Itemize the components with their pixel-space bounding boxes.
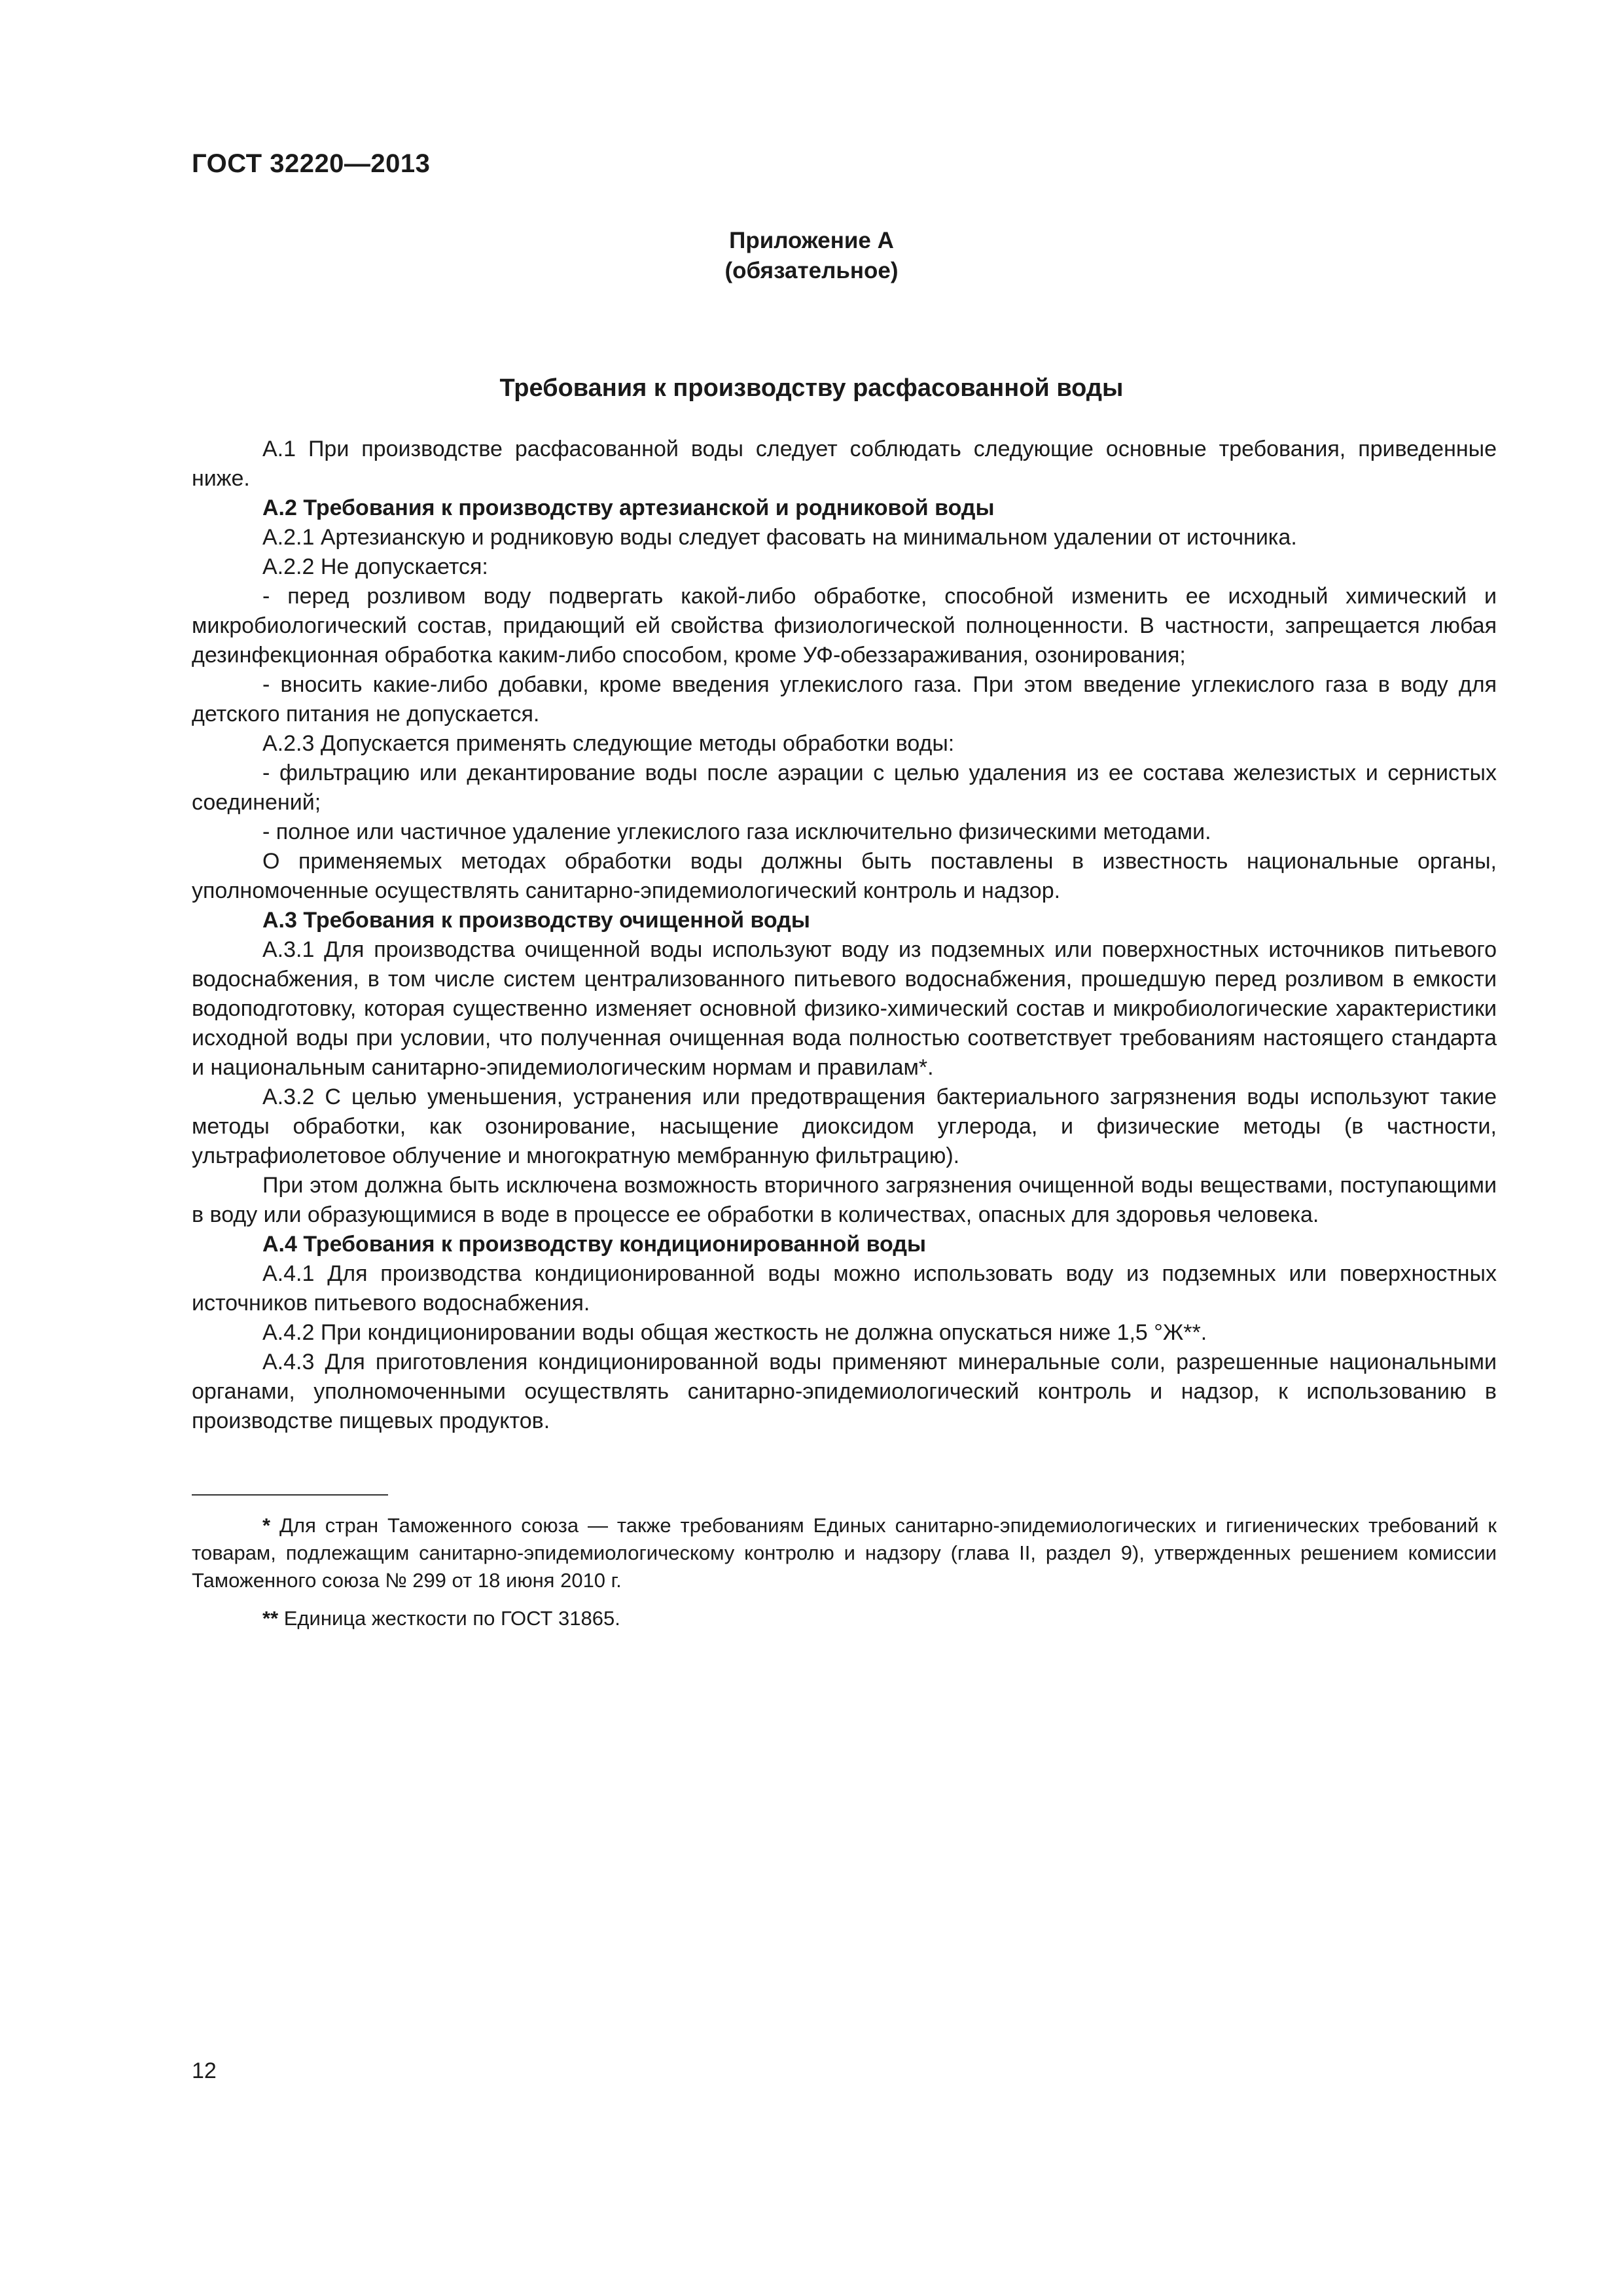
footnote-text: Для стран Таможенного союза — также требованиям Единых санитарно-эпидемиологических и гигиенических требований к товарам, подлежащим санитарно-эпидемиологическому контролю и надзору (глава II, раздел 9), утвержденных решением комиссии Таможенного союза № 299 от 18 июня 2010 г. [192,1514,1497,1592]
appendix-status: (обязательное) [724,258,899,283]
footnote-divider [192,1494,388,1496]
paragraph-notification: О применяемых методах обработки воды должны быть поставлены в известность национальные органы, уполномоченные осуществлять санитарно-эпидемиологический контроль и надзор. [192,849,1497,903]
paragraph-a3-2: А.3.2 С целью уменьшения, устранения или предотвращения бактериального загрязнения воды используют такие методы обработки, как озонирование, насыщение диоксидом углерода, и физические методы (в частности, ультрафиолетовое облучение и многократную мембранную фильтрацию). [192,1085,1497,1168]
paragraph-contamination: При этом должна быть исключена возможность вторичного загрязнения очищенной воды веществами, поступающими в воду или образующимися в воде в процессе ее обработки в количествах, опасных для здоровья человека. [192,1173,1497,1227]
paragraph-a1: А.1 При производстве расфасованной воды следует соблюдать следующие основные требования, приведенные ниже. [192,437,1497,491]
paragraph-a4-2: А.4.2 При кондиционировании воды общая жесткость не должна опускаться ниже 1,5 °Ж**. [262,1320,1207,1345]
paragraph-a2-1: А.2.1 Артезианскую и родниковую воды следует фасовать на минимальном удалении от источника. [262,525,1297,550]
subsection-heading-a4: А.4 Требования к производству кондиционированной воды [262,1232,926,1257]
paragraph-a4-3: А.4.3 Для приготовления кондиционированной воды применяют минеральные соли, разрешенные национальными органами, уполномоченными осуществлять санитарно-эпидемиологический контроль и надзор, к использованию в производстве пищевых продуктов. [192,1350,1497,1433]
subsection-heading-a2: А.2 Требования к производству артезианской и родниковой воды [262,495,995,520]
footnote-mark: ** [262,1607,279,1630]
appendix-heading [0,226,1623,286]
paragraph-a2-2: А.2.2 Не допускается: [262,554,488,579]
paragraph-a4-1: А.4.1 Для производства кондиционированной воды можно использовать воду из подземных или поверхностных источников питьевого водоснабжения. [192,1261,1497,1316]
list-item: - вносить какие-либо добавки, кроме введения углекислого газа. При этом введение углекислого газа в воду для детского питания не допускается. [192,672,1497,726]
footnote-text: Единица жесткости по ГОСТ 31865. [278,1607,620,1630]
paragraph-a2-3: А.2.3 Допускается применять следующие методы обработки воды: [262,731,955,756]
document-code: ГОСТ 32220—2013 [192,149,431,178]
section-title: Требования к производству расфасованной воды [499,374,1124,402]
list-item: - полное или частичное удаление углекислого газа исключительно физическими методами. [262,819,1211,844]
list-item: - фильтрацию или декантирование воды после аэрации с целью удаления из ее состава железистых и сернистых соединений; [192,761,1497,815]
appendix-title: Приложение А [729,228,894,253]
footnotes [192,1512,1497,1632]
list-item: - перед розливом воду подвергать какой-либо обработке, способной изменить ее исходный химический и микробиологический состав, придающий ей свойства физиологической полноценности. В частности, запрещается любая дезинфекционная обработка каким-либо способом, кроме УФ-обеззараживания, озонирования; [192,584,1497,668]
page-number: 12 [192,2058,217,2083]
paragraph-a3-1: А.3.1 Для производства очищенной воды используют воду из подземных или поверхностных источников питьевого водоснабжения, в том числе систем централизованного питьевого водоснабжения, прошедшую перед розливом в емкости водоподготовку, которая существенно изменяет основной физико-химический состав и микробиологические характеристики исходной воды при условии, что полученная очищенная вода полностью соответствует требованиям настоящего стандарта и национальным санитарно-эпидемиологическим нормам и правилам*. [192,937,1497,1080]
footnote-2 [192,1605,1497,1632]
subsection-heading-a3: А.3 Требования к производству очищенной воды [262,908,810,933]
body-text [192,435,1497,1436]
footnote-mark: * [262,1514,271,1537]
footnote-1 [192,1512,1497,1594]
